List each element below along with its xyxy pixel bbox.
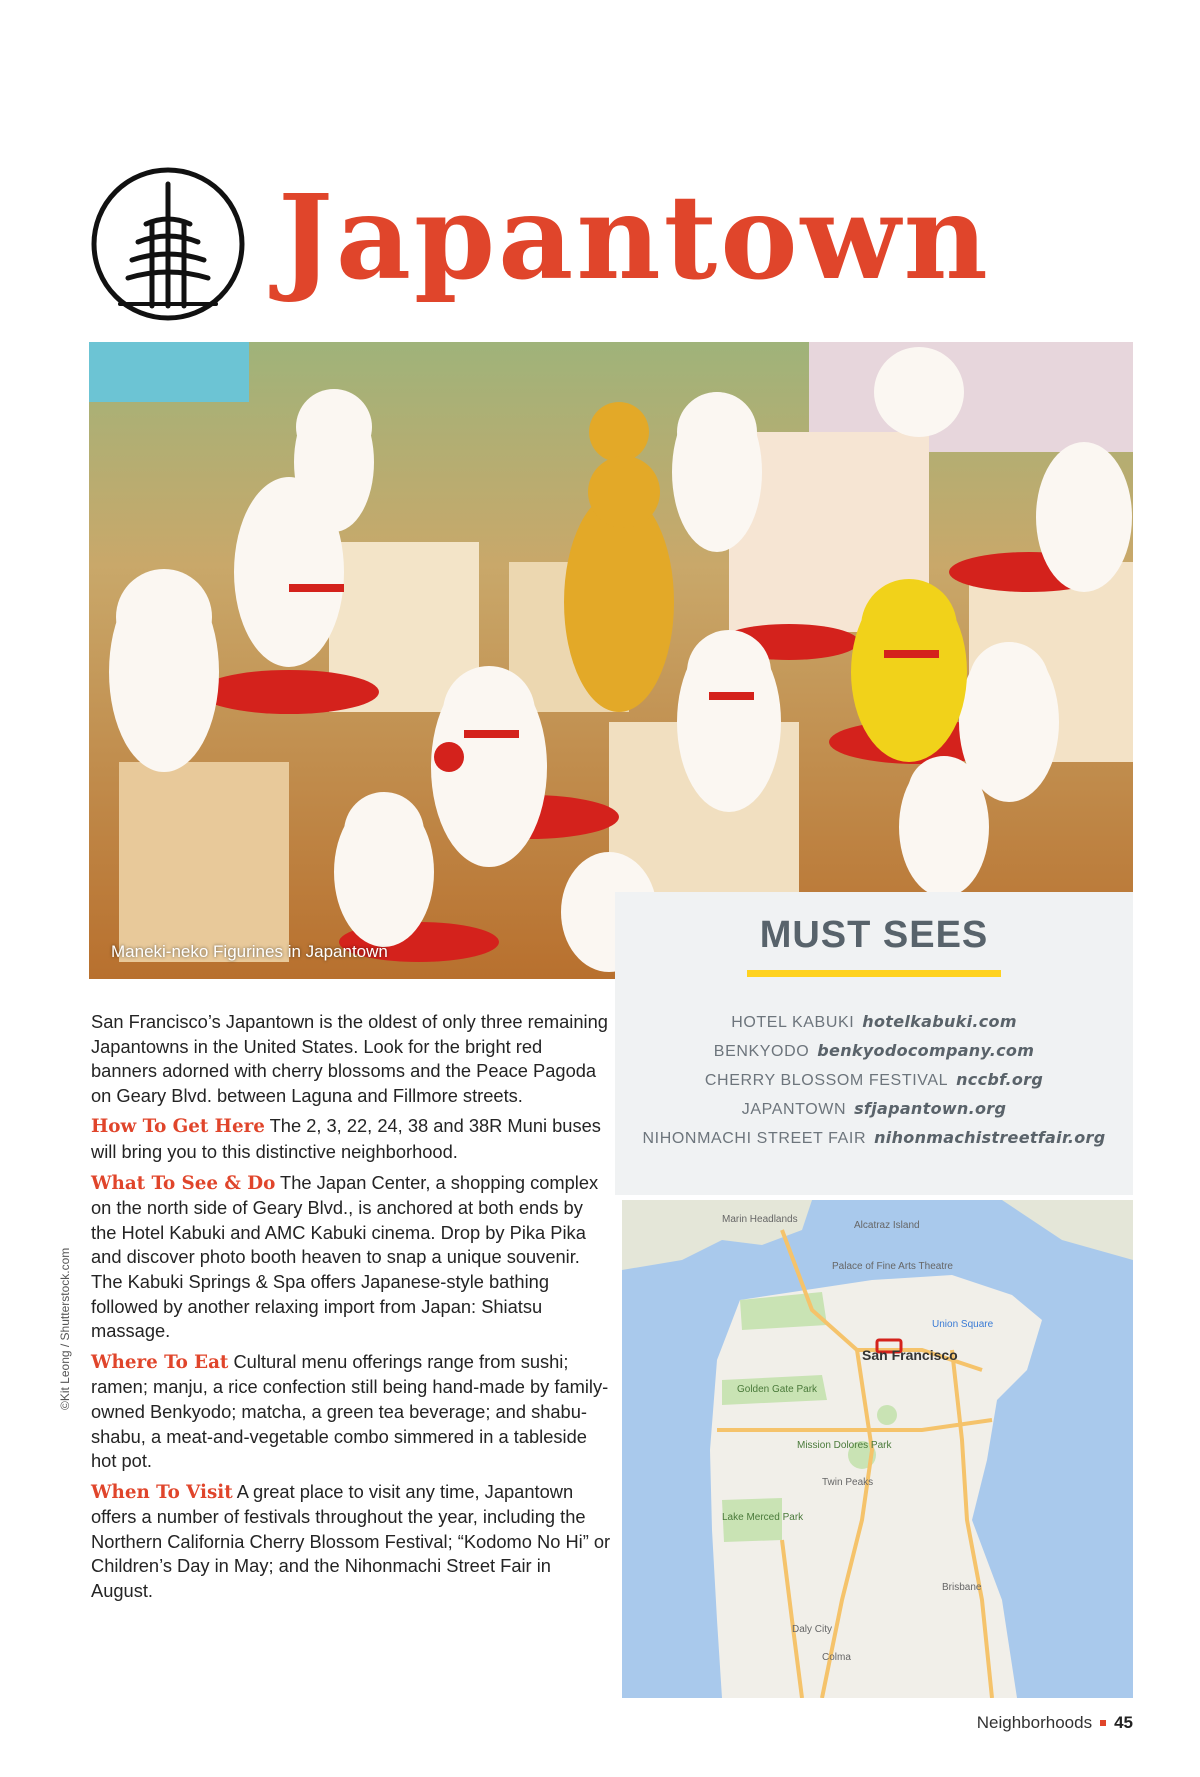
must-see-item bbox=[615, 1099, 1133, 1119]
must-see-name: HOTEL KABUKI bbox=[731, 1014, 855, 1031]
map-label: Twin Peaks bbox=[822, 1477, 874, 1488]
map-label: Alcatraz Island bbox=[854, 1220, 920, 1231]
map-label: Palace of Fine Arts Theatre bbox=[832, 1261, 953, 1272]
article-body bbox=[91, 1010, 611, 1610]
map-label: Colma bbox=[822, 1652, 851, 1663]
footer-square-icon bbox=[1100, 1720, 1106, 1726]
pagoda-icon bbox=[90, 166, 246, 322]
footer-section: Neighborhoods bbox=[976, 1713, 1093, 1732]
section-when-to-visit bbox=[91, 1480, 611, 1604]
map-label: Golden Gate Park bbox=[737, 1384, 818, 1395]
section-text: Cultural menu offerings range from sushi; ramen; manju, a rice confection still being hand-made by family-owned Benkyodo; matcha, a green tea beverage; and shabu-shabu, a meat-and-vegetable combo simmered in a tableside hot pot. bbox=[91, 1350, 609, 1472]
map-label: Mission Dolores Park bbox=[797, 1440, 892, 1451]
map-label: Brisbane bbox=[942, 1582, 982, 1593]
photo-caption: Maneki-neko Figurines in Japantown bbox=[111, 942, 388, 961]
hero-photo bbox=[89, 342, 1133, 979]
must-see-name: NIHONMACHI STREET FAIR bbox=[642, 1130, 867, 1147]
must-sees-title: MUST SEES bbox=[759, 914, 989, 956]
section-text: A great place to visit any time, Japantown offers a number of festivals throughout the year, including the Northern California Cherry Blossom Festival; “Kodomo No Hi” or Children’s Day in May; and the Nihonmachi Street Fair in August. bbox=[91, 1480, 611, 1602]
page-number: 45 bbox=[1114, 1713, 1133, 1732]
section-text: The Japan Center, a shopping complex on the north side of Geary Blvd., is anchored at both ends by the Hotel Kabuki and AMC Kabuki cinema. Drop by Pika Pika and discover photo booth heaven to snap a unique souvenir. The Kabuki Springs & Spa offers Japanese-style bathing followed by another relaxing import from Japan: Shiatsu massage. bbox=[91, 1171, 599, 1342]
photo-credit: ©Kit Leong / Shutterstock.com bbox=[58, 1247, 72, 1410]
must-see-item bbox=[615, 1012, 1133, 1032]
must-see-name: BENKYODO bbox=[713, 1043, 810, 1060]
map-label-city: San Francisco bbox=[862, 1347, 958, 1363]
page-title: Japantown bbox=[278, 170, 991, 306]
must-see-url[interactable]: benkyodocompany.com bbox=[817, 1041, 1035, 1060]
map-label: Marin Headlands bbox=[722, 1214, 798, 1225]
must-see-item bbox=[615, 1128, 1133, 1148]
page-footer bbox=[977, 1713, 1133, 1733]
area-map bbox=[622, 1200, 1133, 1698]
section-text: The 2, 3, 22, 24, 38 and 38R Muni buses will bring you to this distinctive neighborhood. bbox=[91, 1115, 601, 1162]
map-label: Lake Merced Park bbox=[722, 1512, 804, 1523]
map-label: Daly City bbox=[792, 1624, 833, 1635]
section-heading: When To Visit bbox=[91, 1481, 233, 1503]
must-sees-underline bbox=[747, 970, 1001, 977]
section-what-to-see bbox=[91, 1171, 611, 1344]
section-where-to-eat bbox=[91, 1350, 611, 1474]
section-heading: What To See & Do bbox=[91, 1172, 276, 1194]
section-how-to-get-here bbox=[91, 1114, 611, 1164]
must-see-item bbox=[615, 1041, 1133, 1061]
must-see-url[interactable]: hotelkabuki.com bbox=[862, 1012, 1017, 1031]
must-see-url[interactable]: sfjapantown.org bbox=[854, 1099, 1007, 1118]
must-sees-box bbox=[615, 892, 1133, 1195]
map-label: Union Square bbox=[932, 1319, 994, 1330]
must-see-url[interactable]: nccbf.org bbox=[956, 1070, 1044, 1089]
must-see-item bbox=[615, 1070, 1133, 1090]
must-see-name: CHERRY BLOSSOM FESTIVAL bbox=[704, 1072, 949, 1089]
section-heading: How To Get Here bbox=[91, 1116, 265, 1138]
intro-paragraph: San Francisco’s Japantown is the oldest of only three remaining Japantowns in the United States. Look for the bright red banners adorned with cherry blossoms and the Peace Pagoda on Geary Blvd. between Laguna and Fillmore streets. bbox=[91, 1011, 608, 1106]
section-heading: Where To Eat bbox=[91, 1351, 229, 1373]
must-see-name: JAPANTOWN bbox=[741, 1101, 847, 1118]
must-see-url[interactable]: nihonmachistreetfair.org bbox=[874, 1128, 1106, 1147]
